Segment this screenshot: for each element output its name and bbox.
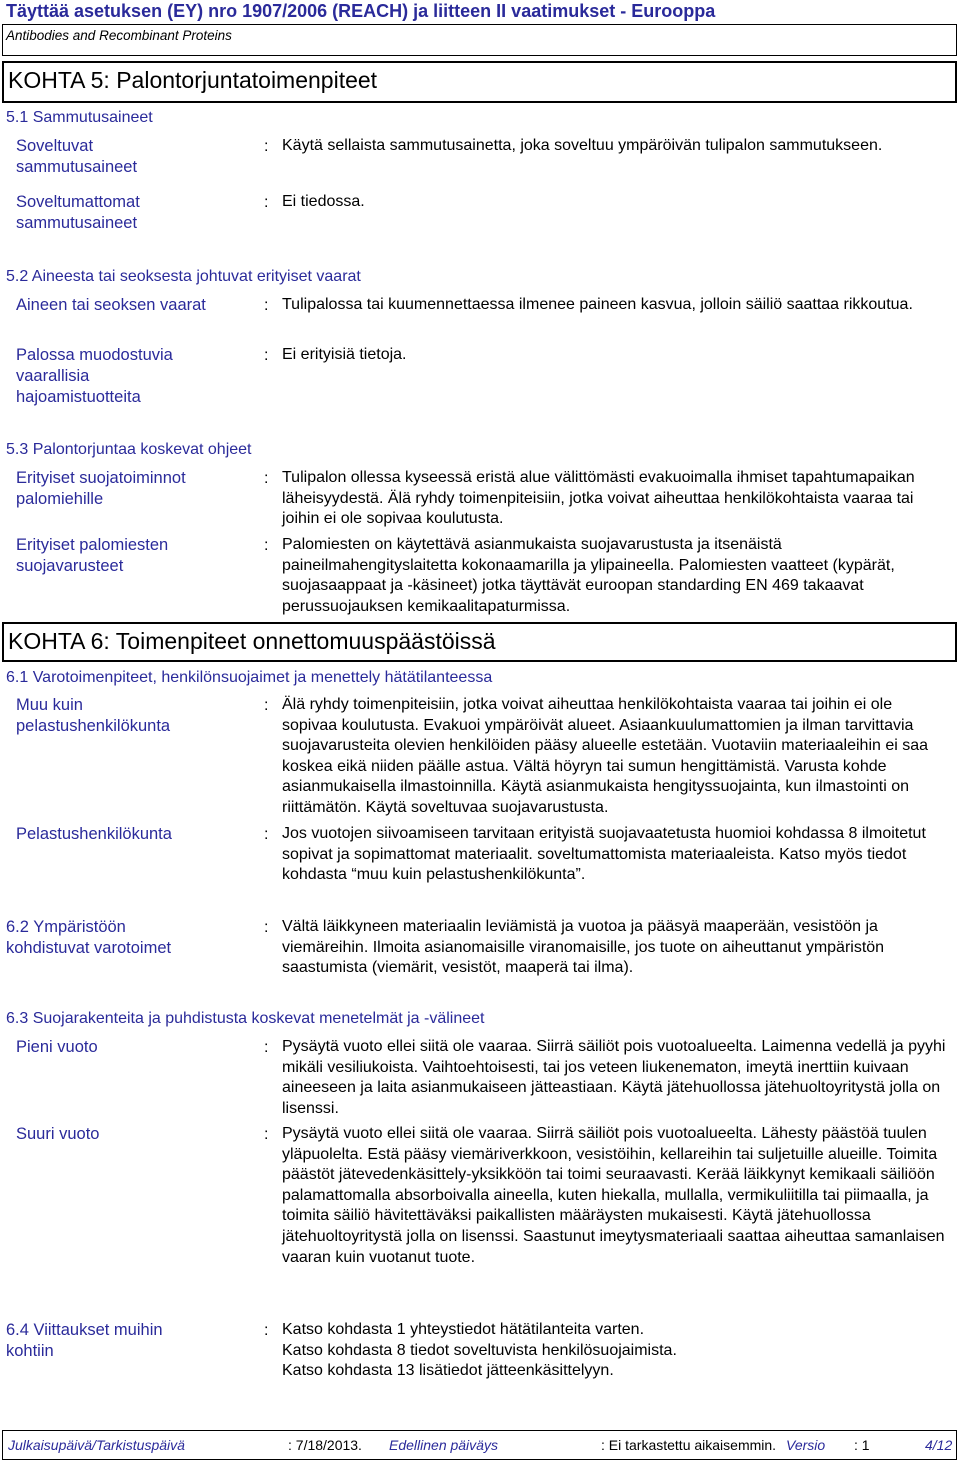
colon: :	[264, 1039, 269, 1056]
page-number: 4/12	[925, 1437, 953, 1453]
section5-title: KOHTA 5: Palontorjuntatoimenpiteet	[8, 67, 378, 93]
s52-heading: 5.2 Aineesta tai seoksesta johtuvat erityiset vaarat	[6, 268, 361, 285]
emergency-responders-value: Jos vuotojen siivoamiseen tarvitaan erityistä suojavaatetusta huomioi kohdassa 8 ilmoitetut sopivat ja sopimattomat materiaalit. soveltumattomista materiaaleista. Katso myös tiedot kohdasta “muu kuin pelastushenkilökunta”.	[282, 825, 926, 884]
large-spill-label: Suuri vuoto	[16, 1125, 100, 1143]
small-spill-value: Pysäytä vuoto ellei siitä ole vaaraa. Siirrä säiliöt pois vuotoalueelta. Laimenna vedellä ja pyyhi mikäli vesiliukoista. Vaihtoehtoisesti, tai jos veteen liukenematon, imeytä inerttiin kuivaan aineeseen ja laita asianmukaiseen jätteastiaan. Käytä jätehuollossa jätehuoltoyritystä jolla on lisenssi.	[282, 1038, 946, 1117]
s53-heading: 5.3 Palontorjuntaa koskevat ohjeet	[6, 441, 252, 458]
reference-line: Katso kohdasta 13 lisätiedot jätteenkäsittelyyn.	[282, 1362, 614, 1380]
references-label: 6.4 Viittaukset muihin kohtiin	[6, 1321, 163, 1360]
non-emergency-personnel-value: Älä ryhdy toimenpiteisiin, jotka voivat aiheuttaa henkilökohtaista vaaraa tai joihin ei ole sopivaa koulutusta. Evakuoi ympäröivät alueet. Asiaankuulumattomien ja ilman tarvittavia suojavarusteita olevien henkilöiden pääsy alueelle estetään. Vuotaviin materiaaleihin ei saa koskea eikä niiden päälle astua. Vältä höyryn tai sumun hengittämistä. Varusta kohde asianmukaisella ilmastoinnilla. Käytä asianmukaista hengityssuojainta, kun ilmastointi on riittämätön. Käytä soveltuvaa suojavarustusta.	[282, 696, 929, 816]
s51-heading: 5.1 Sammutusaineet	[6, 109, 153, 126]
document-title: Täyttää asetuksen (EY) nro 1907/2006 (REACH) ja liitteen II vaatimukset - Eurooppa	[6, 1, 716, 21]
colon: :	[264, 297, 269, 314]
s61-heading: 6.1 Varotoimenpiteet, henkilönsuojaimet ja menettely hätätilanteessa	[6, 669, 493, 686]
small-spill-label: Pieni vuoto	[16, 1038, 98, 1056]
colon: :	[264, 537, 269, 554]
reference-line: Katso kohdasta 8 tiedot soveltuvista henkilösuojaimista.	[282, 1341, 677, 1359]
suitable-media-value: Käytä sellaista sammutusainetta, joka soveltuu ympäröivän tulipalon sammutukseen.	[282, 137, 883, 154]
unsuitable-media-label: Soveltumattomat sammutusaineet	[16, 193, 140, 232]
unsuitable-media-value: Ei tiedossa.	[282, 193, 365, 210]
section6-title: KOHTA 6: Toimenpiteet onnettomuuspäästöissä	[8, 628, 496, 654]
reference-line: Katso kohdasta 1 yhteystiedot hätätilanteita varten.	[282, 1321, 645, 1338]
emergency-responders-label: Pelastushenkilökunta	[16, 825, 172, 843]
decomposition-products-value: Ei erityisiä tietoja.	[282, 346, 407, 363]
colon: :	[264, 697, 269, 714]
colon: :	[264, 194, 269, 211]
colon: :	[264, 1322, 269, 1339]
previous-date-label: Edellinen päiväys	[389, 1437, 498, 1453]
decomposition-products-label: Palossa muodostuvia vaarallisia hajoamistuotteita	[16, 346, 173, 406]
version-label: Versio	[786, 1437, 826, 1453]
non-emergency-personnel-label: Muu kuin pelastushenkilökunta	[16, 696, 171, 735]
previous-date-value: : Ei tarkastettu aikaisemmin.	[601, 1437, 777, 1453]
colon: :	[264, 138, 269, 155]
colon: :	[264, 826, 269, 843]
issue-date-label: Julkaisupäivä/Tarkistuspäivä	[8, 1437, 185, 1453]
product-name: Antibodies and Recombinant Proteins	[6, 28, 232, 43]
environmental-precautions-label: 6.2 Ympäristöön kohdistuvat varotoimet	[6, 918, 172, 957]
hazards-value: Tulipalossa tai kuumennettaessa ilmenee paineen kasvua, jolloin säiliö saattaa rikkoutua.	[282, 296, 913, 313]
large-spill-value: Pysäytä vuoto ellei siitä ole vaaraa. Siirrä säiliöt pois vuotoalueelta. Lähesty päästöä tuulen yläpuolelta. Estä pääsy viemäriverkkoon, vesistöihin, kellareihin tai suljetuille alueille. Toimita päästöt jätevedenkäsittely-yksikköön tai toimi seuraavasti. Kerää läikkynyt kemikaali säiliöön palamattomalla absorboivalla aineella, kuten hiekalla, mullalla, vermikuliitilla tai piimaalla, ja toimita säiliö hävitettäväksi paikallisten määräysten mukaisesti. Käytä jätehuollossa jätehuoltoyritystä jolla on lisenssi. Saastunut imeytysmateriaali saattaa aiheuttaa samanlaisen vaaran kuin vuotanut tuote.	[282, 1125, 945, 1266]
colon: :	[264, 1126, 269, 1143]
references-value	[282, 1320, 950, 1382]
firefighter-equipment-value: Palomiesten on käytettävä asianmukaista suojavarustusta ja itsenäistä paineilmahengityslaitetta kokonaamarilla ja ylipaineella. Palomiesten vaatteet (kypärät, suojasaappaat ja -käsineet) jotka täyttävät euroopan standarding EN 469 takaavat perussuojauksen kemikaalitapaturmissa.	[282, 536, 895, 615]
version-value: : 1	[854, 1437, 870, 1453]
firefighter-equipment-label: Erityiset palomiesten suojavarusteet	[16, 536, 169, 575]
s63-heading: 6.3 Suojarakenteita ja puhdistusta koskevat menetelmät ja -välineet	[6, 1010, 485, 1027]
colon: :	[264, 919, 269, 936]
issue-date-value: : 7/18/2013.	[288, 1437, 362, 1453]
firefighter-actions-label: Erityiset suojatoiminnot palomiehille	[16, 469, 186, 508]
hazards-label: Aineen tai seoksen vaarat	[16, 296, 206, 314]
suitable-media-label: Soveltuvat sammutusaineet	[16, 137, 138, 176]
firefighter-actions-value: Tulipalon ollessa kyseessä eristä alue välittömästi evakuoimalla ihmiset tapahtumapaikan läheisyydestä. Älä ryhdy toimenpiteisiin, jotka voivat aiheuttaa henkilökohtaista vaaraa tai joihin ei ole sopivaa koulutusta.	[282, 469, 915, 528]
colon: :	[264, 470, 269, 487]
environmental-precautions-value: Vältä läikkyneen materiaalin leviämistä ja vuotoa ja pääsyä maaperään, vesistöön ja viemäreihin. Ilmoita asianomaisille viranomaisille, jos tuote on aiheuttanut ympäristön saastumista (viemärit, vesistöt, maaperä tai ilma).	[282, 918, 885, 977]
colon: :	[264, 347, 269, 364]
